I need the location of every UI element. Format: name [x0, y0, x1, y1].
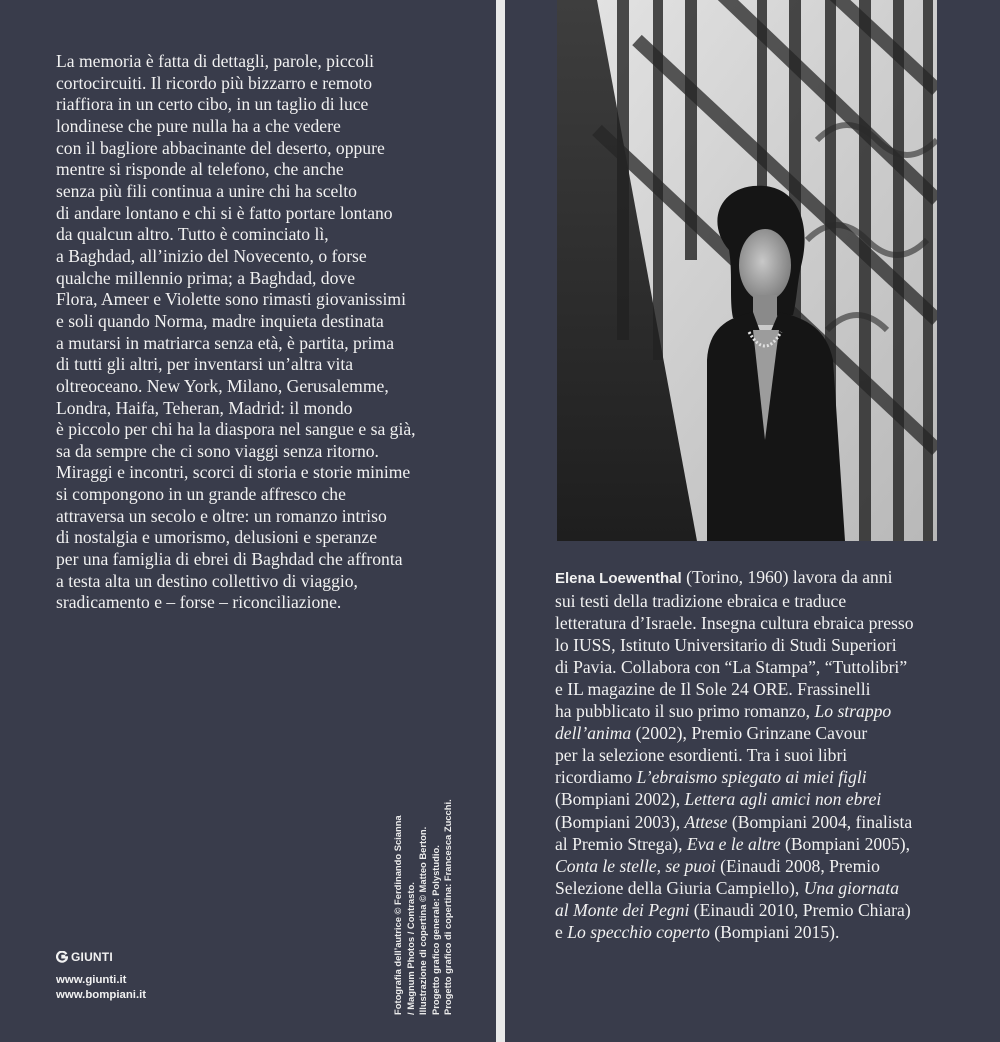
publisher-logo-text: GIUNTI [71, 950, 113, 964]
blurb-line: londinese che pure nulla ha a che vedere [56, 115, 341, 136]
blurb-line: Londra, Haifa, Teheran, Madrid: il mondo [56, 397, 353, 418]
book-title: Una giornata [803, 877, 899, 898]
blurb-line: a mutarsi in matriarca senza età, è partita, prima [56, 332, 395, 353]
blurb-line: da qualcun altro. Tutto è cominciato lì, [56, 224, 329, 245]
bio-text: (2002), Premio Grinzane Cavour [631, 723, 868, 744]
book-blurb [56, 51, 456, 614]
author-name: Elena Loewenthal [555, 570, 682, 587]
blurb-line: Miraggi e incontri, scorci di storia e storie minime [56, 462, 411, 483]
blurb-line: e soli quando Norma, madre inquieta destinata [56, 310, 384, 331]
blurb-line: per una famiglia di ebrei di Baghdad che affronta [56, 549, 403, 570]
bio-line [555, 722, 965, 744]
blurb-line: è piccolo per chi ha la diaspora nel sangue e sa già, [56, 419, 416, 440]
giunti-logo-icon [56, 951, 68, 963]
blurb-line: sradicamento e – forse – riconciliazione. [56, 592, 342, 613]
bio-text: (Bompiani 2002), [555, 789, 685, 810]
bio-line [555, 811, 965, 833]
credit-line: Fotografia dell’autrice © Ferdinando Scianna [392, 815, 403, 1015]
credit-line: / Magnum Photos / Contrasto. [404, 882, 416, 1015]
blurb-line: di andare lontano e chi si è fatto portare lontano [56, 202, 393, 223]
book-title: Lo specchio coperto [567, 921, 710, 942]
book-title: Lo strappo [814, 701, 892, 722]
blurb-line: qualche millennio prima; a Baghdad, dove [56, 267, 356, 288]
bio-text: e [555, 921, 568, 942]
author-portrait-photo [557, 0, 937, 541]
bio-line: e IL magazine de Il Sole 24 ORE. Frassinelli [555, 679, 871, 700]
blurb-line: riaffiora in un certo cibo, in un taglio di luce [56, 94, 369, 115]
bio-text: (Bompiani 2015). [709, 921, 840, 942]
blurb-line: sa da sempre che ci sono viaggi senza ritorno. [56, 440, 379, 461]
publisher-links [56, 973, 146, 1003]
bio-line [555, 833, 965, 855]
bio-text: (Bompiani 2004, finalista [727, 811, 913, 832]
bio-line [555, 788, 965, 810]
fold-gutter [496, 0, 505, 1042]
blurb-line: La memoria è fatta di dettagli, parole, piccoli [56, 51, 375, 71]
photo-credits [392, 799, 455, 1015]
blurb-line: cortocircuiti. Il ricordo più bizzarro e remoto [56, 72, 373, 93]
bio-line: lo IUSS, Istituto Universitario di Studi Superiori [555, 635, 897, 656]
blurb-line: a Baghdad, all’inizio del Novecento, o forse [56, 245, 367, 266]
bio-text: ricordiamo [555, 767, 637, 788]
bio-line [555, 766, 965, 788]
bio-text: al Premio Strega), [555, 833, 687, 854]
author-bio [555, 566, 965, 943]
blurb-line: Flora, Ameer e Violette sono rimasti giovanissimi [56, 289, 406, 310]
blurb-line: con il bagliore abbacinante del deserto, oppure [56, 137, 385, 158]
website-link-bompiani[interactable]: www.bompiani.it [56, 989, 147, 1001]
blurb-line: a testa alta un destino collettivo di viaggio, [56, 570, 358, 591]
book-title: dell’anima [555, 723, 632, 744]
bio-text: (Einaudi 2010, Premio Chiara) [689, 899, 911, 920]
bio-line [555, 566, 965, 590]
bio-text: Selezione della Giuria Campiello), [555, 877, 804, 898]
bio-line [555, 921, 965, 943]
blurb-line: si compongono in un grande affresco che [56, 484, 346, 505]
bio-text: (Bompiani 2003), [555, 811, 685, 832]
bio-text: (Bompiani 2005), [780, 833, 911, 854]
book-title: L’ebraismo spiegato ai miei figli [636, 767, 867, 788]
publisher-logo [56, 950, 113, 964]
bio-line: sui testi della tradizione ebraica e traduce [555, 591, 847, 612]
bio-text: ha pubblicato il suo primo romanzo, [555, 701, 815, 722]
bio-line [555, 855, 965, 877]
book-title: Lettera agli amici non ebrei [684, 789, 882, 810]
book-title: al Monte dei Pegni [555, 899, 690, 920]
blurb-line: mentre si risponde al telefono, che anche [56, 159, 344, 180]
bio-text: (Torino, 1960) lavora da anni [681, 567, 893, 587]
credit-line: Progetto grafico di copertina: Francesca Zucchi. [442, 799, 453, 1015]
blurb-line: attraversa un secolo e oltre: un romanzo intriso [56, 505, 387, 526]
bio-line [555, 700, 965, 722]
bio-line: di Pavia. Collabora con “La Stampa”, “Tuttolibri” [555, 657, 908, 678]
bio-text: (Einaudi 2008, Premio [715, 855, 880, 876]
bio-line [555, 877, 965, 899]
bio-line [555, 899, 965, 921]
book-title: Eva e le altre [686, 833, 781, 854]
credit-line: Illustrazione di copertina © Matteo Berton. [417, 826, 428, 1015]
credit-line: Progetto grafico generale: Polystudio. [429, 845, 441, 1015]
bio-line: per la selezione esordienti. Tra i suoi libri [555, 745, 848, 766]
book-title: Attese [684, 811, 728, 832]
blurb-line: oltreoceano. New York, Milano, Gerusalemme, [56, 375, 389, 396]
bio-line: letteratura d’Israele. Insegna cultura ebraica presso [555, 613, 914, 634]
blurb-line: senza più fili continua a unire chi ha scelto [56, 180, 357, 201]
book-title: Conta le stelle, se puoi [555, 855, 716, 876]
website-link-giunti[interactable]: www.giunti.it [56, 974, 127, 986]
blurb-line: di nostalgia e umorismo, delusioni e speranze [56, 527, 378, 548]
blurb-line: di tutti gli altri, per inventarsi un’altra vita [56, 354, 354, 375]
